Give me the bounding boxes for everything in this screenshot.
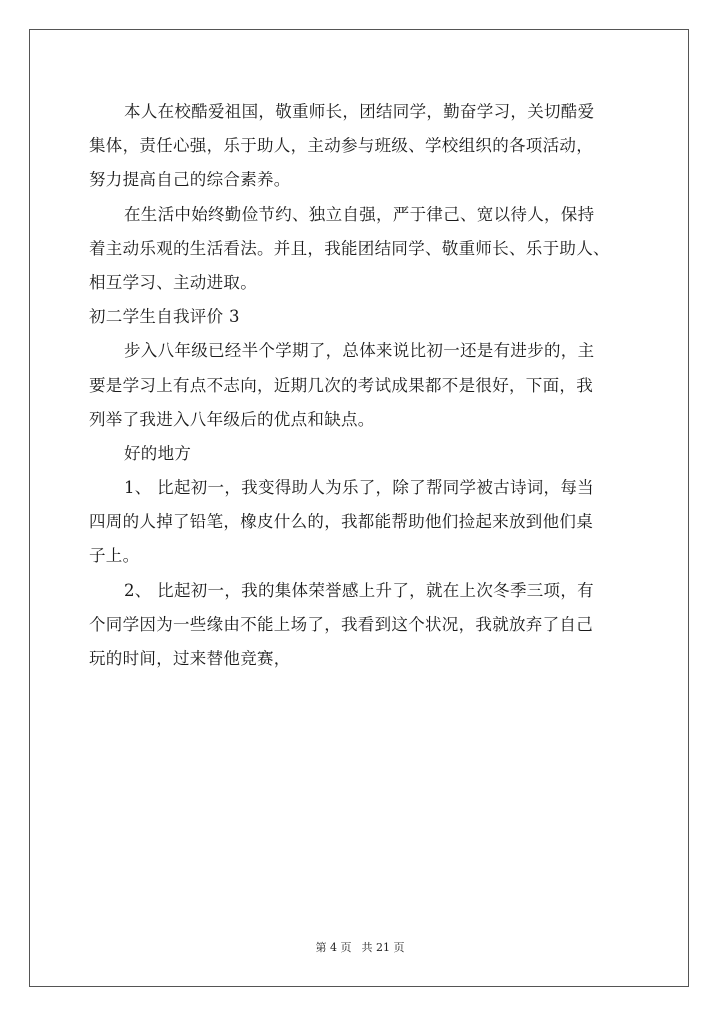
paragraph-line: 在生活中始终勤俭节约、独立自强，严于律己、宽以待人，保持 — [124, 204, 595, 224]
subheading: 好的地方 — [124, 443, 192, 463]
paragraph-line: 努力提高自己的综合素养。 — [89, 170, 291, 190]
paragraph-line: 集体，责任心强，乐于助人，主动参与班级、学校组织的各项活动， — [89, 136, 593, 156]
paragraph-line: 步入八年级已经半个学期了，总体来说比初一还是有进步的，主 — [124, 341, 595, 361]
list-item-line: 2、 比起初一，我的集体荣誉感上升了，就在上次冬季三项，有 — [124, 580, 594, 600]
page-footer — [0, 941, 720, 955]
document-body — [89, 95, 639, 676]
page-total: 共 21 页 — [361, 941, 405, 954]
list-item-line: 子上。 — [89, 546, 140, 566]
paragraph-line: 要是学习上有点不志向，近期几次的考试成果都不是很好，下面，我 — [89, 375, 593, 395]
page-number: 第 4 页 — [315, 941, 352, 954]
list-item-line: 玩的时间，过来替他竞赛， — [89, 649, 291, 668]
paragraph-line: 着主动乐观的生活看法。并且，我能团结同学、敬重师长、乐于助人、 — [89, 238, 610, 258]
list-item-line: 1、 比起初一，我变得助人为乐了，除了帮同学被古诗词，每当 — [124, 478, 594, 498]
section-heading: 初二学生自我评价 3 — [89, 307, 240, 327]
paragraph-line: 列举了我进入八年级后的优点和缺点。 — [89, 409, 375, 429]
paragraph-line: 本人在校酷爱祖国，敬重师长，团结同学，勤奋学习，关切酷爱 — [124, 102, 595, 121]
list-item-line: 个同学因为一些缘由不能上场了，我看到这个状况，我就放弃了自己 — [89, 614, 593, 634]
paragraph-line: 相互学习、主动进取。 — [89, 272, 257, 292]
list-item-line: 四周的人掉了铅笔，橡皮什么的，我都能帮助他们捡起来放到他们桌 — [89, 512, 593, 532]
